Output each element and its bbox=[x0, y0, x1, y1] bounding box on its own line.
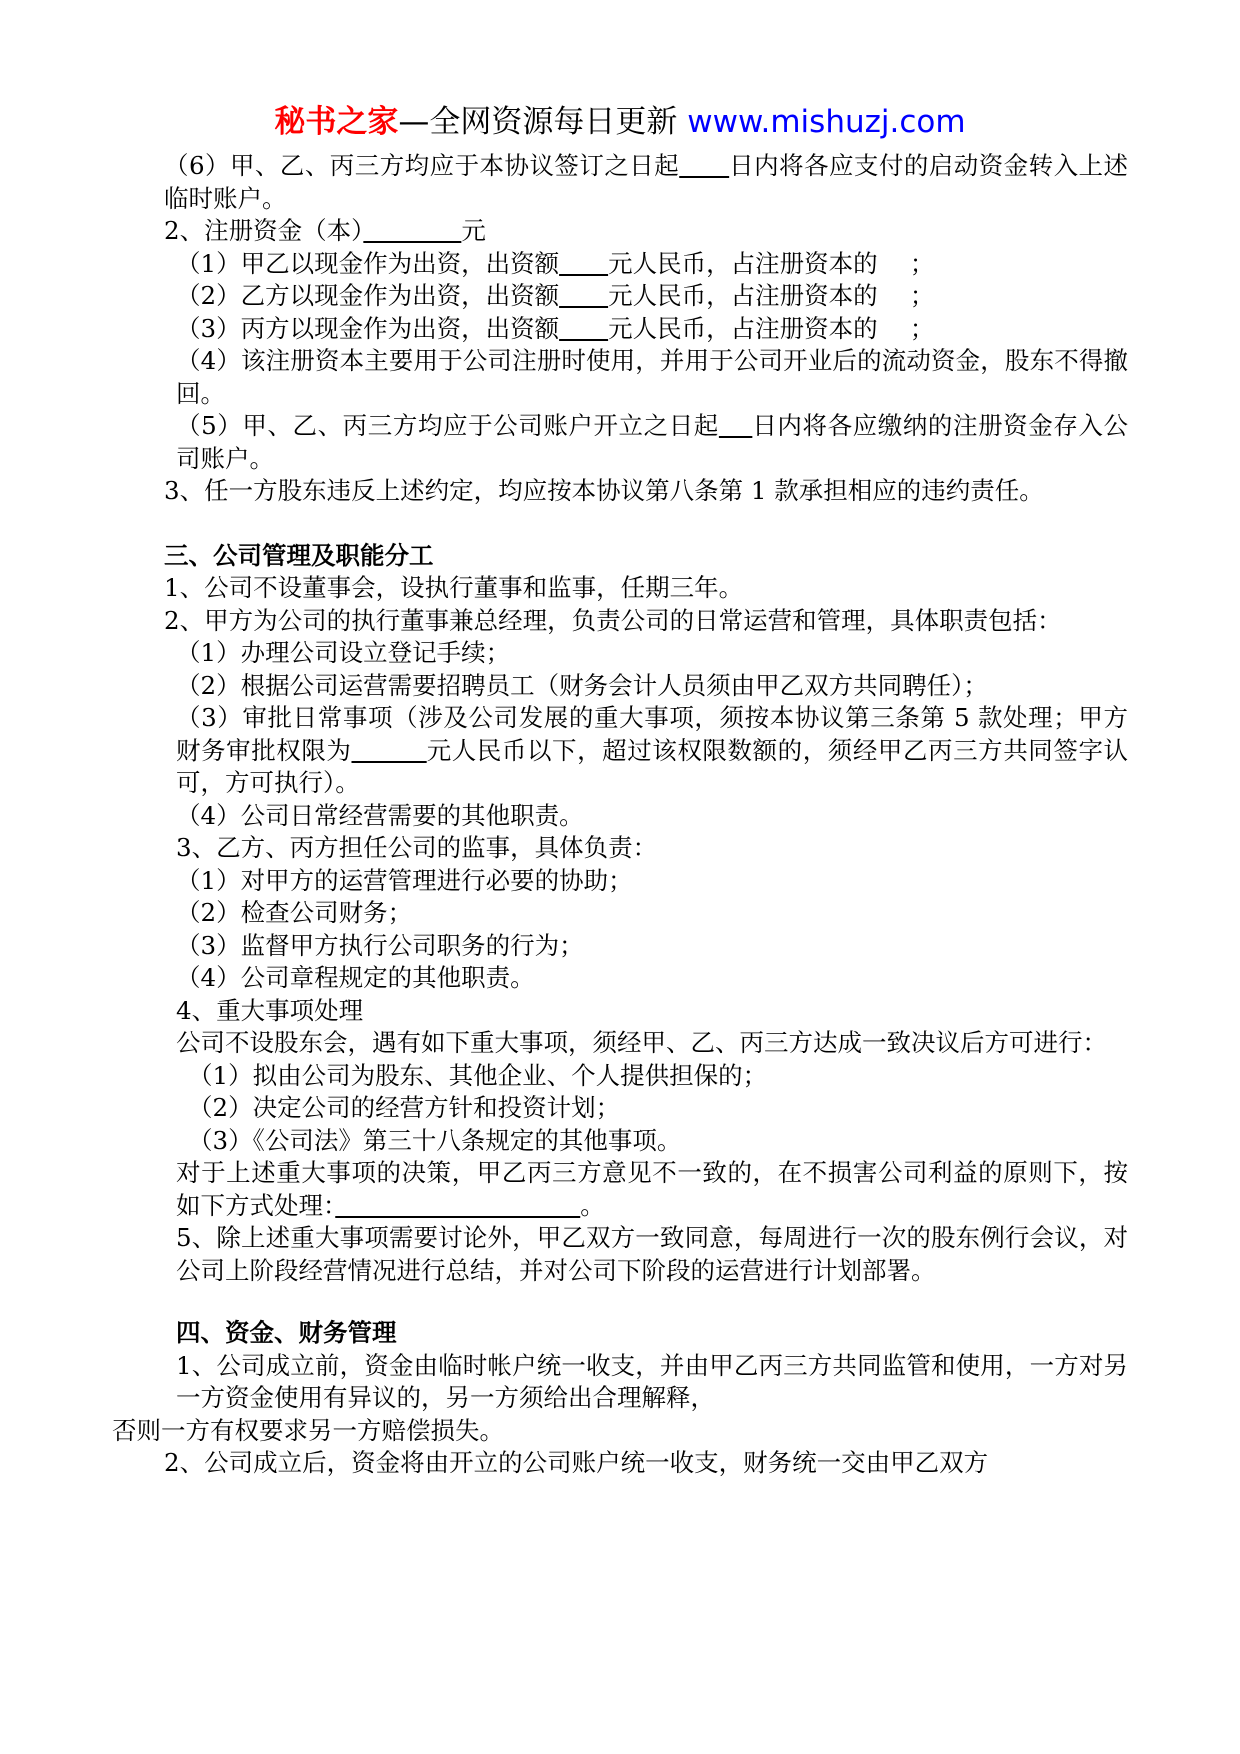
paragraph: （4）公司日常经营需要的其他职责。 bbox=[176, 800, 584, 830]
paragraph: 1、公司成立前，资金由临时帐户统一收支，并由甲乙丙三方共同监管和使用，一方对另一方资金使用有异议的，另一方须给出合理解释， bbox=[176, 1350, 1128, 1412]
paragraph: 对于上述重大事项的决策，甲乙丙三方意见不一致的，在不损害公司利益的原则下，按如下方式处理： 。 bbox=[176, 1158, 1128, 1220]
paragraph: 2、公司成立后，资金将由开立的公司账户统一收支，财务统一交由甲乙双方 bbox=[164, 1448, 989, 1477]
paragraph: 5、除上述重大事项需要讨论外，甲乙双方一致同意，每周进行一次的股东例行会议，对公司上阶段经营情况进行总结，并对公司下阶段的运营进行计划部署。 bbox=[176, 1223, 1128, 1285]
paragraph: 2、甲方为公司的执行董事兼总经理，负责公司的日常运营和管理，具体职责包括： bbox=[164, 605, 1062, 635]
paragraph: （4）公司章程规定的其他职责。 bbox=[176, 963, 535, 992]
spacer bbox=[112, 508, 1128, 540]
paragraph: 否则一方有权要求另一方赔偿损失。 bbox=[112, 1415, 504, 1445]
fill-blank bbox=[559, 249, 608, 278]
section-heading: 四、资金、财务管理 bbox=[176, 1318, 397, 1347]
fill-blank bbox=[335, 1191, 580, 1220]
paragraph: （1）拟由公司为股东、其他企业、个人提供担保的； bbox=[188, 1060, 768, 1090]
document-body bbox=[112, 150, 1128, 1480]
header-brand: 秘书之家 bbox=[274, 104, 399, 140]
fill-blank bbox=[559, 281, 608, 310]
paragraph: 2、注册资金（本） 元 bbox=[164, 216, 486, 245]
paragraph: （3）监督甲方执行公司职务的行为； bbox=[176, 930, 584, 960]
paragraph: （3）审批日常事项（涉及公司发展的重大事项，须按本协议第三条第 5 款处理；甲方财务审批权限为 元人民币以下，超过该权限数额的，须经甲乙丙三方共同签字认可，方可执行）。 bbox=[176, 703, 1129, 797]
paragraph: （2）乙方以现金作为出资，出资额 元人民币，占注册资本的 ； bbox=[176, 281, 935, 310]
paragraph: （2）根据公司运营需要招聘员工（财务会计人员须由甲乙双方共同聘任）； bbox=[176, 670, 988, 700]
paragraph: 3、任一方股东违反上述约定，均应按本协议第八条第 1 款承担相应的违约责任。 bbox=[164, 476, 1044, 505]
fill-blank bbox=[559, 314, 608, 343]
paragraph: 4、重大事项处理 bbox=[176, 995, 364, 1025]
header-tagline: —全网资源每日更新 bbox=[398, 104, 688, 140]
paragraph: （3）丙方以现金作为出资，出资额 元人民币，占注册资本的 ； bbox=[176, 313, 935, 343]
paragraph: （3）《公司法》第三十八条规定的其他事项。 bbox=[188, 1125, 682, 1155]
fill-blank bbox=[363, 216, 461, 245]
page-header bbox=[0, 102, 1240, 142]
paragraph: 公司不设股东会，遇有如下重大事项，须经甲、乙、丙三方达成一致决议后方可进行： bbox=[176, 1028, 1107, 1057]
fill-blank bbox=[719, 411, 752, 440]
paragraph: 3、乙方、丙方担任公司的监事，具体负责： bbox=[176, 833, 658, 862]
fill-blank bbox=[679, 151, 729, 180]
paragraph: （2）检查公司财务； bbox=[176, 898, 413, 927]
paragraph: （5）甲、乙、丙三方均应于公司账户开立之日起 日内将各应缴纳的注册资金存入公司账户。 bbox=[176, 411, 1128, 473]
fill-blank bbox=[351, 736, 426, 765]
paragraph: （1）甲乙以现金作为出资，出资额 元人民币，占注册资本的 ； bbox=[176, 248, 935, 278]
paragraph: （1）对甲方的运营管理进行必要的协助； bbox=[176, 865, 633, 895]
section-heading: 三、公司管理及职能分工 bbox=[164, 540, 434, 570]
paragraph: （1）办理公司设立登记手续； bbox=[176, 638, 511, 667]
header-url[interactable]: www.mishuzj.com bbox=[687, 104, 966, 140]
paragraph: （2）决定公司的经营方针和投资计划； bbox=[188, 1093, 621, 1122]
paragraph: （4）该注册资本主要用于公司注册时使用，并用于公司开业后的流动资金，股东不得撤回。 bbox=[176, 346, 1128, 408]
spacer bbox=[112, 1287, 1128, 1317]
paragraph: （6）甲、乙、丙三方均应于本协议签订之日起 日内将各应支付的启动资金转入上述临时账户。 bbox=[164, 151, 1129, 213]
paragraph: 1、公司不设董事会，设执行董事和监事，任期三年。 bbox=[164, 573, 744, 602]
